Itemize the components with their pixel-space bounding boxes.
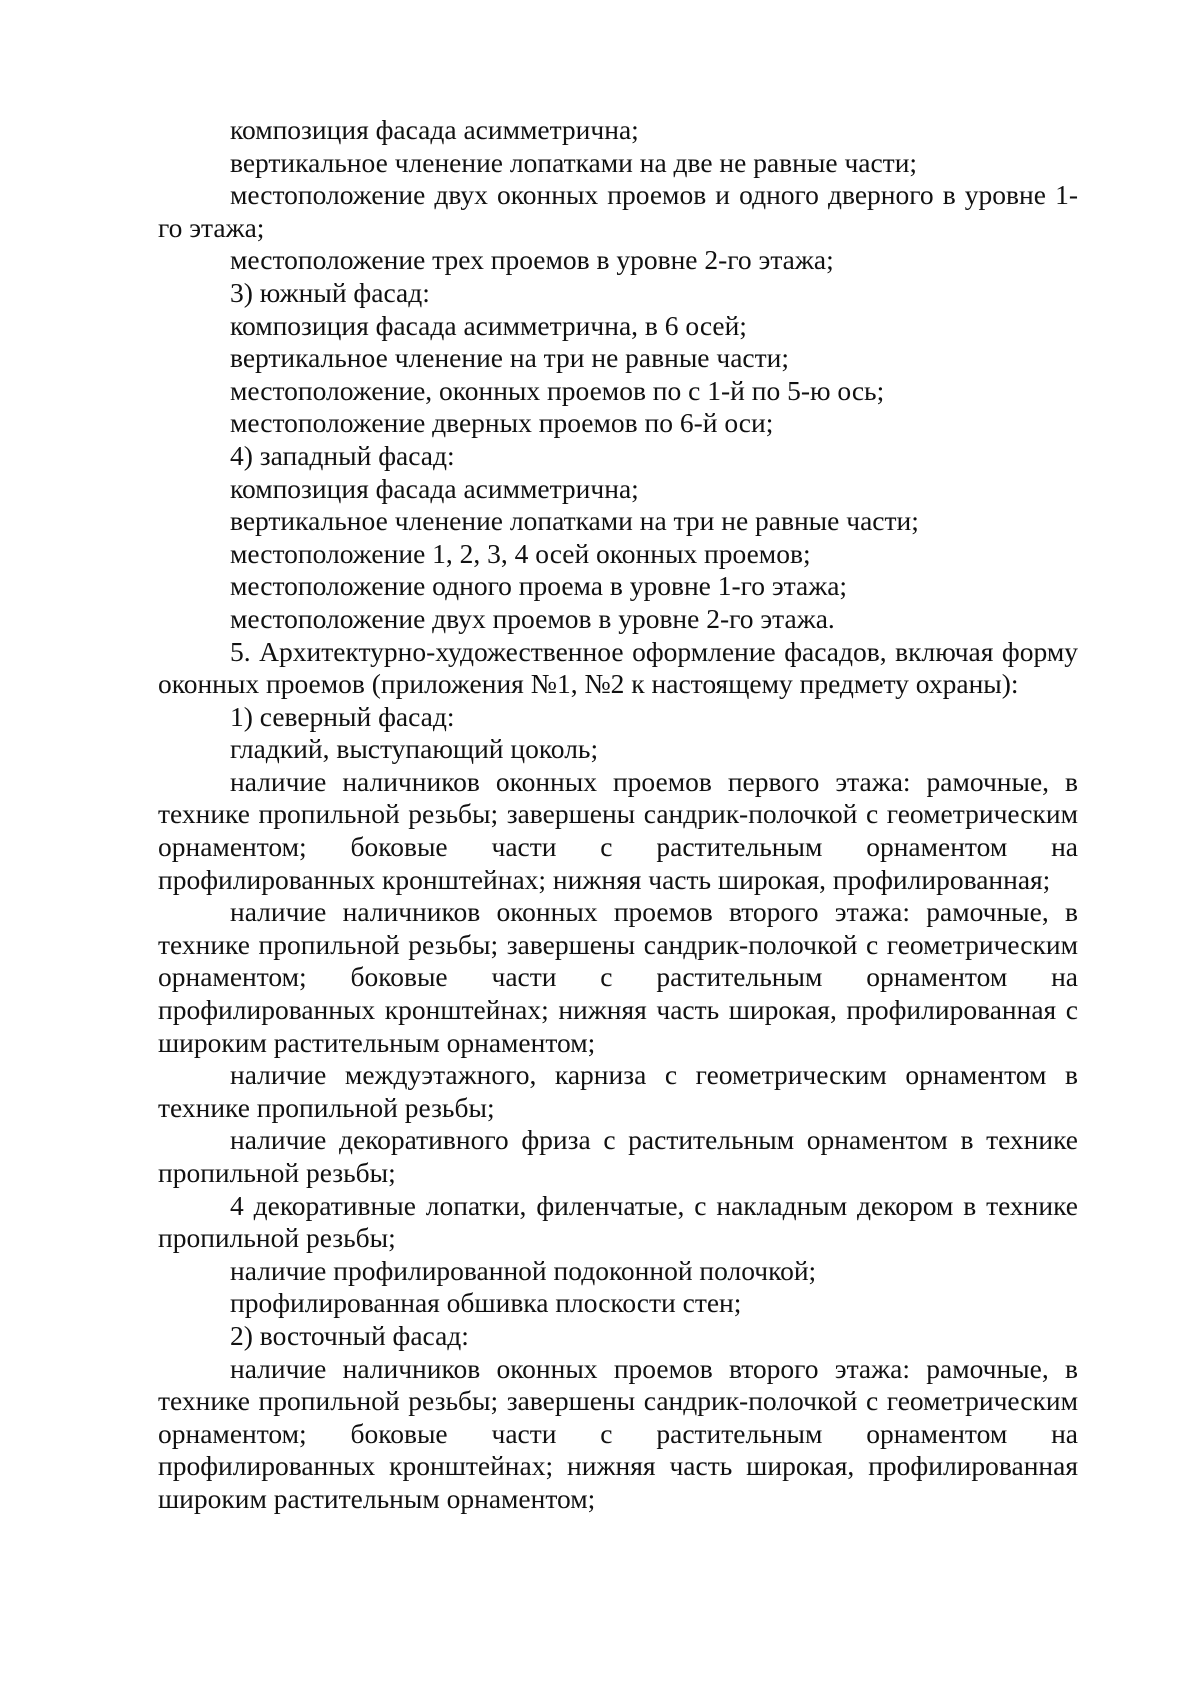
- section-5-heading: 5. Архитектурно-художественное оформление фасадов, включая форму оконных проемов (приложения №1, №2 к настоящему предмету охраны):: [158, 635, 1078, 700]
- paragraph-north-pilasters: 4 декоративные лопатки, филенчатые, с накладным декором в технике пропильной резьбы;: [158, 1189, 1078, 1254]
- paragraph-north-plinth: гладкий, выступающий цоколь;: [230, 733, 599, 765]
- document-page: [158, 114, 1078, 1516]
- paragraph-openings-floor2: местоположение трех проемов в уровне 2-го этажа;: [230, 244, 834, 276]
- paragraph-south-doors: местоположение дверных проемов по 6-й оси;: [230, 407, 774, 439]
- paragraph-south-windows: местоположение, оконных проемов по с 1-й по 5-ю ось;: [230, 374, 885, 406]
- paragraph-facade-composition-1: композиция фасада асимметрична;: [230, 114, 639, 145]
- heading-south-facade: 3) южный фасад:: [230, 276, 430, 308]
- paragraph-west-composition: композиция фасада асимметрична;: [230, 472, 639, 504]
- paragraph-south-composition: композиция фасада асимметрична, в 6 осей;: [230, 309, 747, 341]
- paragraph-north-cornice: наличие междуэтажного, карниза с геометрическим орнаментом в технике пропильной резьбы;: [158, 1059, 1078, 1123]
- paragraph-west-division: вертикальное членение лопатками на три не равные части;: [230, 505, 919, 537]
- paragraph-north-frieze: наличие декоративного фриза с растительным орнаментом в технике пропильной резьбы;: [158, 1124, 1078, 1188]
- paragraph-north-frames-floor2: наличие наличников оконных проемов второго этажа: рамочные, в технике пропильной резьбы; завершены сандрик-полочкой с геометрическим орнаментом; боковые части с растительным орнаментом на профилированных кронштейнах; нижняя часть широкая, профилированная с широким растительным орнаментом;: [158, 896, 1078, 1058]
- paragraph-west-floor1: местоположение одного проема в уровне 1-го этажа;: [230, 570, 848, 602]
- heading-east-facade: 2) восточный фасад:: [230, 1319, 469, 1351]
- paragraph-vertical-division-1: вертикальное членение лопатками на две не равные части;: [230, 146, 918, 178]
- paragraph-south-division: вертикальное членение на три не равные части;: [230, 342, 790, 374]
- paragraph-north-sill-shelf: наличие профилированной подоконной полочкой;: [230, 1254, 817, 1286]
- paragraph-east-frames-floor2: наличие наличников оконных проемов второго этажа: рамочные, в технике пропильной резьбы; завершены сандрик-полочкой с геометрическим орнаментом; боковые части с растительным орнаментом на профилированных кронштейнах; нижняя часть широкая, профилированная широким растительным орнаментом;: [158, 1352, 1078, 1514]
- heading-north-facade: 1) северный фасад:: [230, 700, 455, 732]
- heading-west-facade: 4) западный фасад:: [230, 439, 455, 471]
- paragraph-north-frames-floor1: наличие наличников оконных проемов первого этажа: рамочные, в технике пропильной резьбы; завершены сандрик-полочкой с геометрическим орнаментом; боковые части с растительным орнаментом на профилированных кронштейнах; нижняя часть широкая, профилированная;: [158, 765, 1078, 895]
- paragraph-openings-floor1: местоположение двух оконных проемов и одного дверного в уровне 1-го этажа;: [158, 179, 1078, 243]
- paragraph-north-cladding: профилированная обшивка плоскости стен;: [230, 1287, 742, 1319]
- paragraph-west-axes: местоположение 1, 2, 3, 4 осей оконных проемов;: [230, 537, 811, 569]
- paragraph-west-floor2: местоположение двух проемов в уровне 2-го этажа.: [230, 602, 835, 634]
